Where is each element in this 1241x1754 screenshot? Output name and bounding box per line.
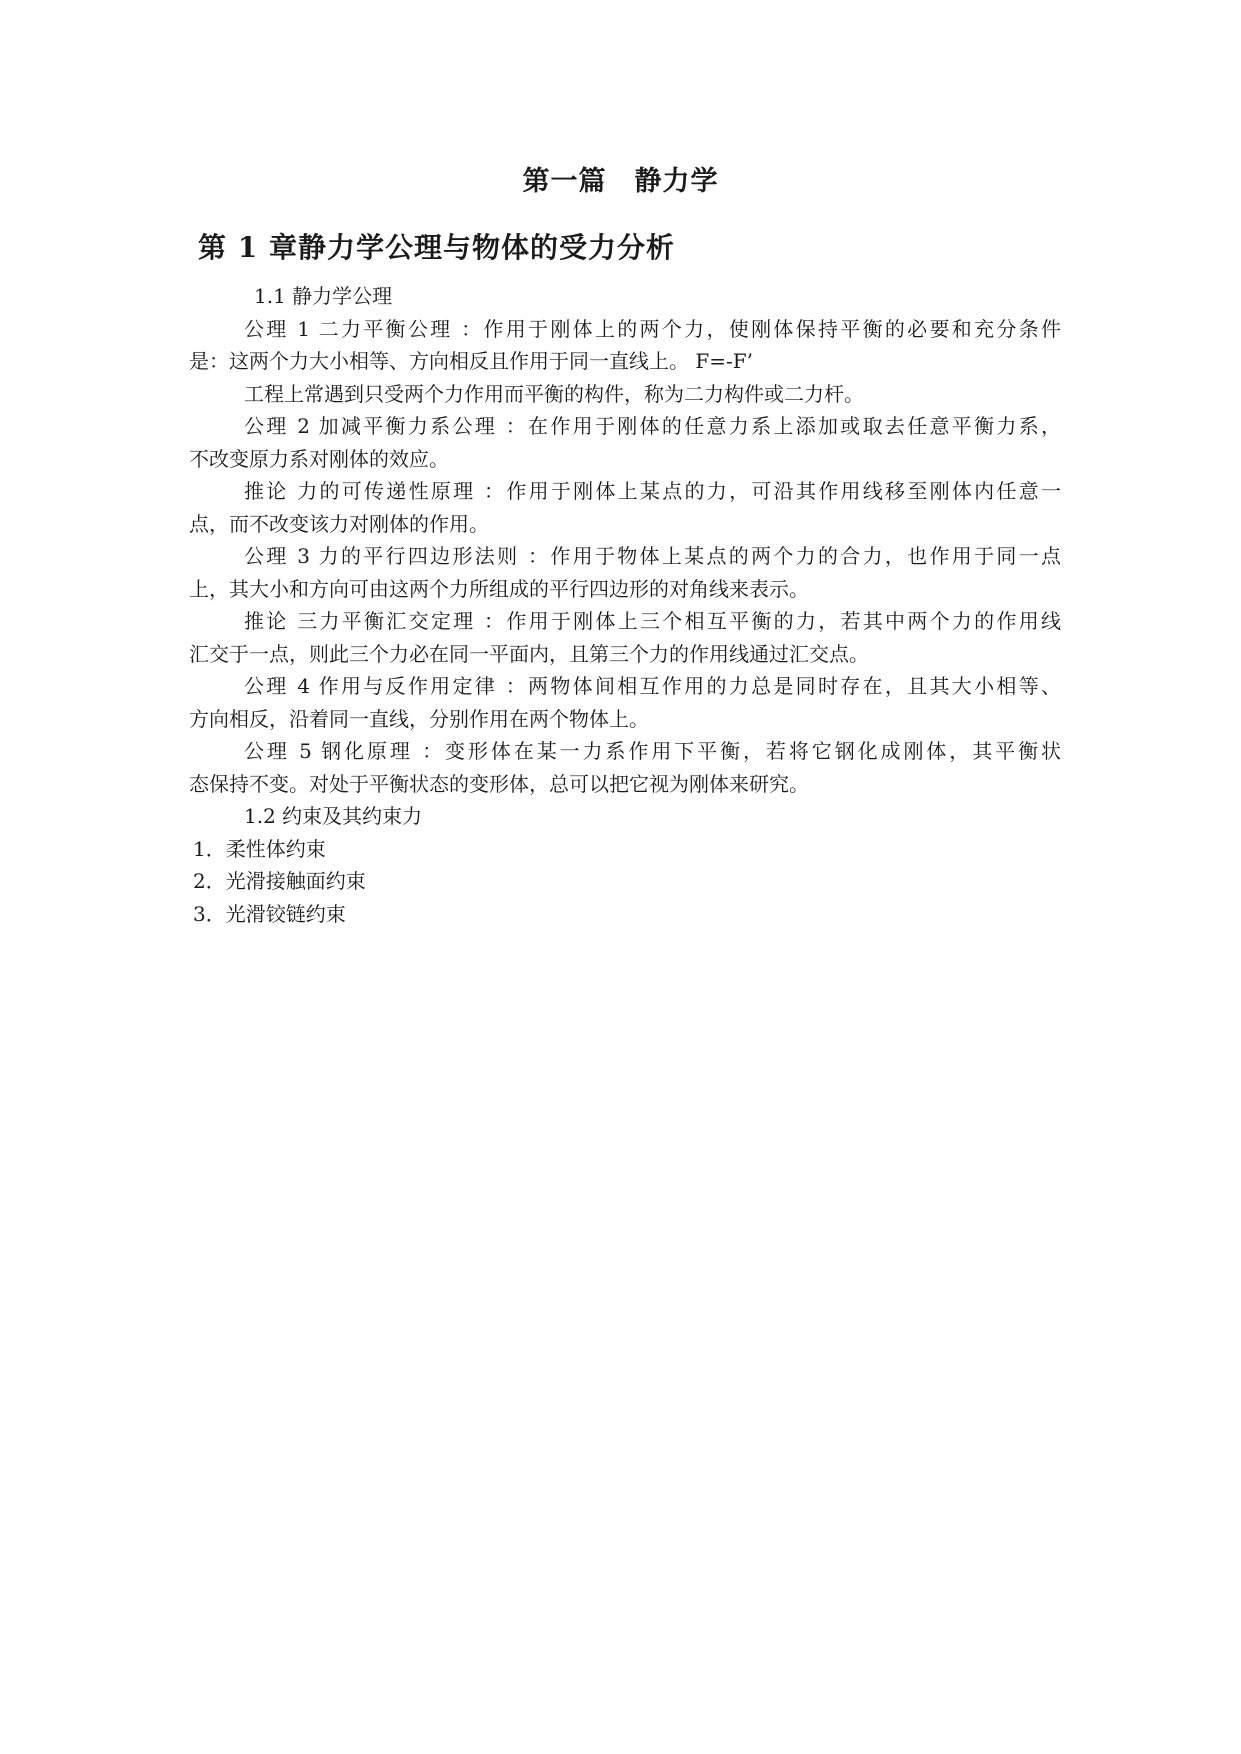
corollary-1-line-2: 点，而不改变该力对刚体的作用。 <box>189 511 489 536</box>
list-item: 3．光滑铰链约束 <box>193 901 346 926</box>
part-title <box>0 162 1241 202</box>
axiom-2-line-1: 公理 2 加减平衡力系公理 ：在作用于刚体的任意力系上添加或取去任意平衡力系， <box>244 414 1061 438</box>
corollary-1-line-1: 推论 力的可传递性原理 ：作用于刚体上某点的力，可沿其作用线移至刚体内任意一 <box>244 479 1061 503</box>
section-heading-1-1: 1.1 静力学公理 <box>254 284 393 308</box>
body-text <box>189 280 1061 930</box>
list-item: 1．柔性体约束 <box>193 836 326 861</box>
axiom-4-line-1: 公理 4 作用与反作用定律 ：两物体间相互作用的力总是同时存在，且其大小相等、 <box>244 674 1061 698</box>
chapter-title: 第 1 章静力学公理与物体的受力分析 <box>198 231 675 264</box>
axiom-1-line-2: 是：这两个力大小相等、方向相反且作用于同一直线上。 F=-F’ <box>189 349 753 373</box>
axiom-1-line-1: 公理 1 二力平衡公理 ：作用于刚体上的两个力，使刚体保持平衡的必要和充分条件 <box>244 316 1061 341</box>
list-item: 2．光滑接触面约束 <box>193 869 366 893</box>
axiom-3-line-1: 公理 3 力的平行四边形法则 ：作用于物体上某点的两个力的合力，也作用于同一点 <box>244 544 1061 568</box>
axiom-5-line-1: 公理 5 钢化原理 ：变形体在某一力系作用下平衡，若将它钢化成刚体，其平衡状 <box>244 739 1061 763</box>
corollary-2-line-2: 汇交于一点，则此三个力必在同一平面内，且第三个力的作用线通过汇交点。 <box>189 641 869 666</box>
two-force-member-note: 工程上常遇到只受两个力作用而平衡的构件，称为二力构件或二力杆。 <box>244 381 864 406</box>
axiom-5-line-2: 态保持不变。对处于平衡状态的变形体，总可以把它视为刚体来研究。 <box>189 771 809 796</box>
section-heading-1-2: 1.2 约束及其约束力 <box>244 804 423 828</box>
corollary-2-line-1: 推论 三力平衡汇交定理 ：作用于刚体上三个相互平衡的力，若其中两个力的作用线 <box>244 609 1061 633</box>
part-title-number: 第一篇 <box>522 166 607 197</box>
axiom-2-line-2: 不改变原力系对刚体的效应。 <box>189 446 449 471</box>
axiom-3-line-2: 上，其大小和方向可由这两个力所组成的平行四边形的对角线来表示。 <box>189 576 809 601</box>
axiom-4-line-2: 方向相反，沿着同一直线，分别作用在两个物体上。 <box>189 706 649 731</box>
part-title-name: 静力学 <box>634 166 719 197</box>
